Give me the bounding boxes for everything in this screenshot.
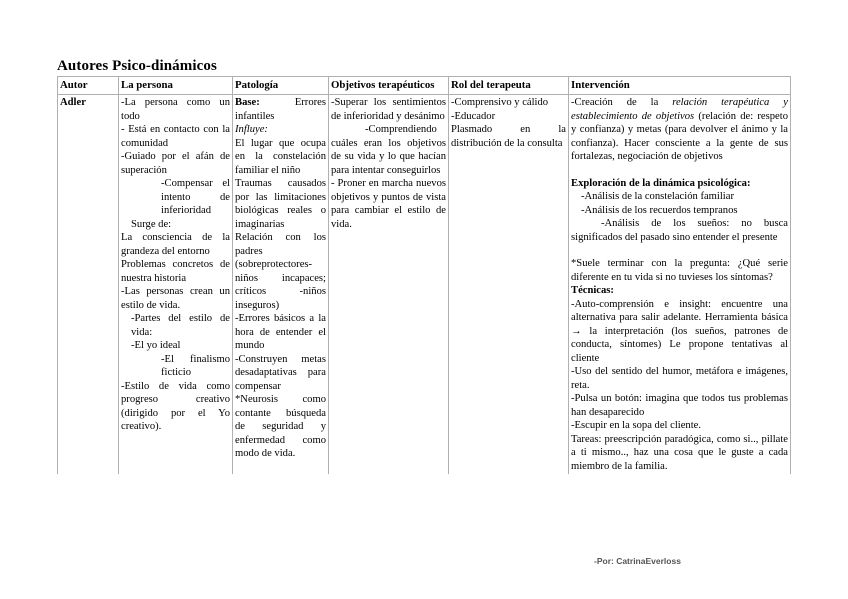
tecnica-item: Tareas: preescripción paradógica, como si.., pillate a ti mismo.., haz una cosa que le guste a cada miembro de la familia.	[571, 433, 788, 472]
header-persona: La persona	[119, 77, 233, 95]
objetivo-line: -Superar los sentimientos de inferioridad y desánimo	[331, 97, 446, 122]
author-name: Adler	[60, 97, 86, 108]
persona-line: - Está en contacto con la comunidad	[121, 124, 230, 149]
exploracion-item: -Análisis de los sueños: no busca significados del pasado sino entender el presente	[571, 218, 788, 243]
tecnica-item: -Auto-comprensión e insight: encuentre una alternativa para salir adelante. Herramienta básica → la interpretación (los sueños, patrones de conducta, síntomes) Le propone tentativas al cliente	[571, 298, 788, 364]
intro-post: (relación de: respeto y confianza) y metas (para devolver el ánimo y la confianza). Hacer consciente a la gente de sus fortalezas, negociación de objetivos	[571, 110, 788, 162]
header-intervencion: Intervención	[569, 77, 791, 95]
tecnica-item: -Pulsa un botón: imagina que todos tus problemas han desaparecido	[571, 393, 788, 418]
exploracion-item: -Análisis de la constelación familiar	[581, 191, 734, 202]
cell-autor	[58, 95, 119, 475]
cell-persona	[119, 95, 233, 475]
base-text: Errores infantiles	[235, 97, 326, 122]
persona-line: -Compensar el intento de inferioridad	[161, 178, 230, 216]
persona-line: -La persona como un todo	[121, 97, 230, 122]
exploracion-title: Exploración de la dinámica psicológica:	[571, 177, 751, 189]
influye-label: Influye:	[235, 124, 268, 135]
intro-pre: -Creación de la	[571, 97, 673, 108]
cell-patologia	[233, 95, 329, 475]
rol-line: -Educador	[451, 110, 496, 122]
cell-objetivos	[329, 95, 449, 475]
tecnicas-title: Técnicas:	[571, 285, 614, 296]
authors-table	[57, 76, 791, 474]
cell-rol	[449, 95, 569, 475]
patologia-item: Relación con los padres (sobreprotectores-niños incapaces; críticos -niños inseguros)	[235, 232, 326, 311]
table-row	[58, 95, 791, 475]
cell-intervencion	[569, 95, 791, 475]
persona-line: Surge de:	[131, 218, 172, 230]
page-title: Autores Psico-dinámicos	[57, 58, 217, 74]
persona-line: -El yo ideal	[131, 340, 181, 351]
persona-line: Problemas concretos de nuestra historia	[121, 259, 230, 284]
persona-line: -El finalismo ficticio	[161, 353, 230, 378]
header-rol: Rol del terapeuta	[449, 77, 569, 95]
exploracion-item: -Análisis de los recuerdos tempranos	[581, 204, 738, 216]
persona-line: -Estilo de vida como progreso creativo (dirigido por el Yo creativo).	[121, 380, 230, 432]
persona-line: -Guiado por el afán de superación	[121, 151, 230, 176]
objetivo-line: -Comprendiendo cuáles eran los objetivos de su vida y lo que hacían para intentar conseguirlos	[331, 124, 446, 176]
header-autor: Autor	[58, 77, 119, 95]
patologia-item: -Construyen metas desadaptativas para compensar	[235, 353, 326, 392]
intro-em: relación terapéutica y establecimiento de objetivos	[571, 97, 788, 122]
tecnica-item: -Uso del sentido del humor, metáfora e imágenes, reta.	[571, 366, 788, 391]
patologia-item: *Neurosis como contante búsqueda de seguridad y enfermedad como modo de vida.	[235, 394, 326, 459]
patologia-item: Traumas causados por las limitaciones biológicas reales o imaginarias	[235, 178, 326, 230]
patologia-influye	[235, 123, 326, 137]
header-objetivos: Objetivos terapéuticos	[329, 77, 449, 95]
nota: *Suele terminar con la pregunta: ¿Qué serie diferente en tu vida si no tuvieses los síntomas?	[571, 258, 788, 283]
rol-line: -Comprensivo y cálido	[451, 97, 549, 108]
footer-credit: -Por: CatrinaEverloss	[594, 556, 681, 566]
tecnica-item: -Escupir en la sopa del cliente.	[571, 420, 702, 431]
persona-line: La consciencia de la grandeza del entorno	[121, 232, 230, 257]
patologia-item: -Errores básicos a la hora de entender el mundo	[235, 313, 326, 351]
intervencion-intro	[571, 96, 788, 164]
header-patologia: Patología	[233, 77, 329, 95]
header-row	[58, 77, 791, 95]
base-label: Base:	[235, 97, 260, 108]
patologia-item: El lugar que ocupa en la constelación familiar el niño	[235, 137, 326, 176]
objetivo-line: - Proner en marcha nuevos objetivos y puntos de vista para cambiar el estilo de vida.	[331, 178, 446, 230]
persona-line: -Partes del estilo de vida:	[131, 313, 230, 338]
rol-line: Plasmado en la distribución de la consulta	[451, 124, 566, 149]
persona-line: -Las personas crean un estilo de vida.	[121, 286, 230, 311]
patologia-base	[235, 96, 326, 123]
